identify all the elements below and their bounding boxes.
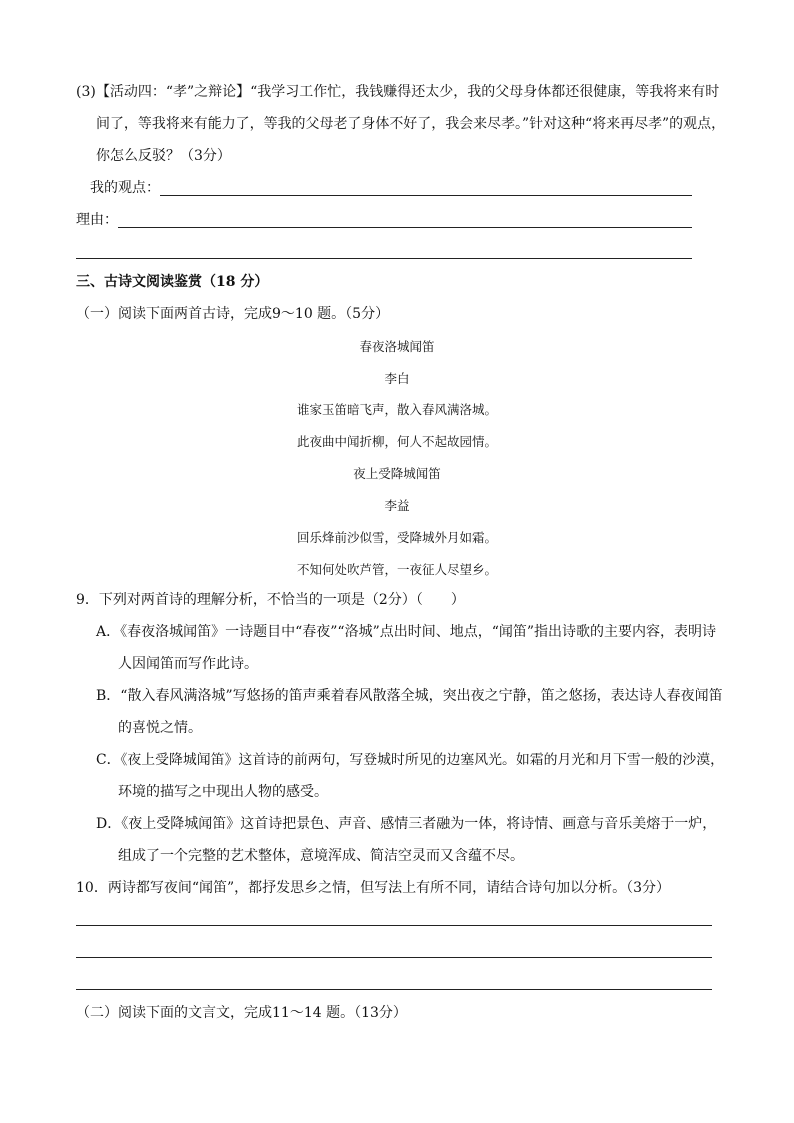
poem-2-line-2: 不知何处吹芦管，一夜征人尽望乡。 <box>296 562 497 577</box>
activity-line-3: 你怎么反驳？（3分） <box>96 148 231 164</box>
question-9-stem: 9．下列对两首诗的理解分析，不恰当的一项是（2分）（ ） <box>76 592 465 608</box>
q9-option-b-line-2: 的喜悦之情。 <box>118 720 202 736</box>
q9-option-c-line-1: C．《夜上受降城闻笛》这首诗的前两句，写登城时所见的边塞风光。如霜的月光和月下雪一般的沙漠， <box>96 752 725 768</box>
activity-line-2: 间了，等我将来有能力了，等我的父母老了身体不好了，我会来尽孝。”针对这种“将来再尽孝”的观点， <box>96 116 726 132</box>
reason-answer-line-2[interactable] <box>76 258 692 259</box>
poem-2-line-1: 回乐烽前沙似雪，受降城外月如霜。 <box>296 530 497 545</box>
opinion-label: 我的观点： <box>90 180 160 196</box>
poem-1-line-2: 此夜曲中闻折柳，何人不起故园情。 <box>296 434 497 449</box>
section-3-heading: 三、古诗文阅读鉴赏（18 分） <box>76 274 269 290</box>
poem-1-title: 春夜洛城闻笛 <box>359 339 435 354</box>
activity-line-1: (3)【活动四：“孝”之辩论】“我学习工作忙，我钱赚得还太少，我的父母身体都还很健康，等我将来有时 <box>76 84 720 100</box>
part-2-intro: （二）阅读下面的文言文，完成11～14 题。（13分） <box>76 1005 407 1021</box>
q9-option-b-line-1: B．“散入春风满洛城”写悠扬的笛声乘着春风散落全城，突出夜之宁静，笛之悠扬，表达诗人春夜闻笛 <box>96 688 723 704</box>
poem-1-author: 李白 <box>384 371 410 386</box>
question-10-stem: 10．两诗都写夜间“闻笛”，都抒发思乡之情，但写法上有所不同，请结合诗句加以分析。（3分） <box>76 880 671 896</box>
q9-option-d-line-1: D．《夜上受降城闻笛》这首诗把景色、声音、感情三者融为一体，将诗情、画意与音乐美熔于一炉， <box>96 816 717 832</box>
poem-1-line-1: 谁家玉笛暗飞声，散入春风满洛城。 <box>296 402 497 417</box>
q9-option-a-line-2: 人因闻笛而写作此诗。 <box>118 656 258 672</box>
reason-label: 理由： <box>76 212 118 228</box>
q9-option-d-line-2: 组成了一个完整的艺术整体，意境浑成、简洁空灵而又含蕴不尽。 <box>118 848 524 864</box>
q10-answer-line-3[interactable] <box>76 989 712 990</box>
poem-2-author: 李益 <box>384 498 410 513</box>
q9-option-c-line-2: 环境的描写之中现出人物的感受。 <box>118 784 328 800</box>
q9-option-a-line-1: A．《春夜洛城闻笛》一诗题目中“春夜”“洛城”点出时间、地点，“闻笛”指出诗歌的主要内容，表明诗 <box>96 624 717 640</box>
reason-answer-line-1[interactable] <box>118 227 692 228</box>
opinion-answer-line[interactable] <box>160 195 692 196</box>
q10-answer-line-2[interactable] <box>76 957 712 958</box>
poem-2-title: 夜上受降城闻笛 <box>353 466 441 481</box>
q10-answer-line-1[interactable] <box>76 925 712 926</box>
part-1-intro: （一）阅读下面两首古诗，完成9～10 题。（5分） <box>76 306 390 322</box>
